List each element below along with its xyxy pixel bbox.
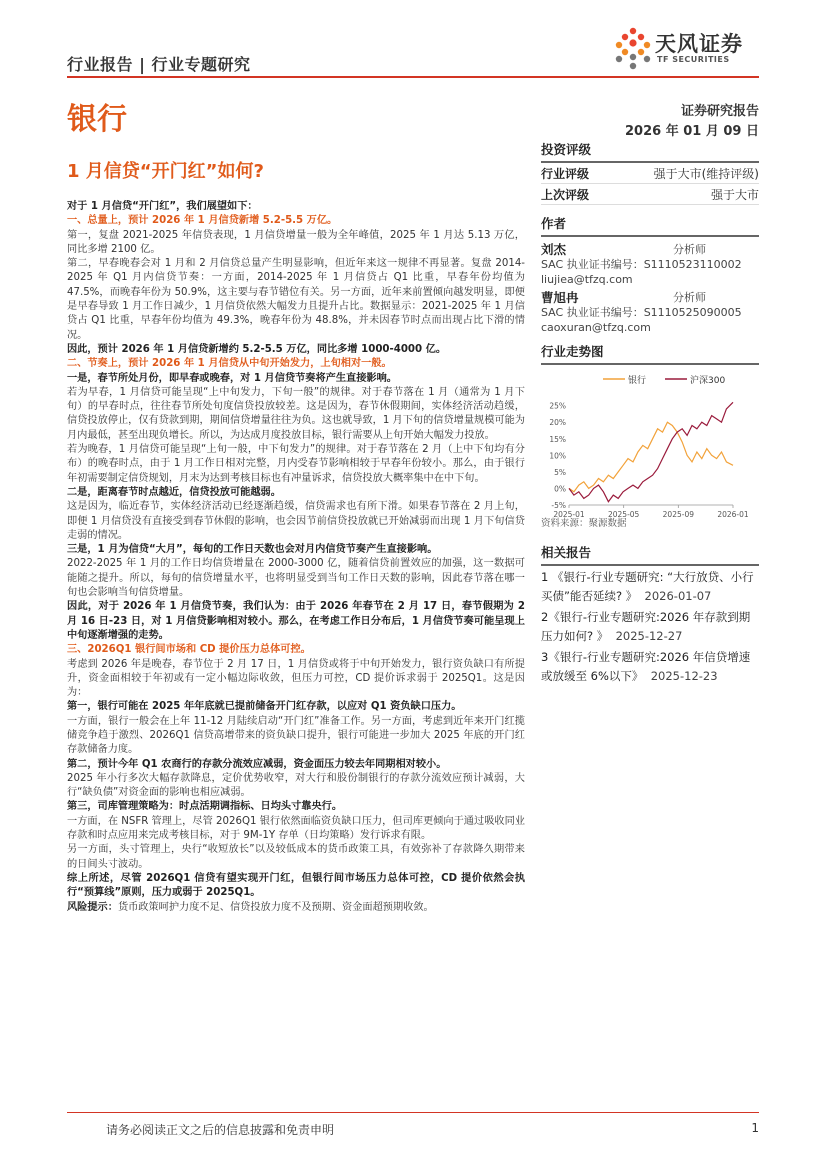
trend-chart bbox=[541, 369, 759, 529]
paragraph: 若为晚春，1 月信贷可能呈现“上旬一般，中下旬发力”的规律。对于春节落在 2 月（上中下旬均有分布）的晚春时点，由于 1 月工作日相对完整，月内受春节影响相较于早春年份较小。那么，由于银行年初需要制定信贷规划，月末为达到考核目标也有冲量诉求，信贷投放大概率集中在中下旬。 bbox=[67, 444, 525, 484]
industry-title: 银行 bbox=[67, 102, 127, 137]
chart-source: 资料来源：聚源数据 bbox=[541, 518, 627, 529]
series-line bbox=[569, 422, 733, 492]
y-tick-label: -5% bbox=[551, 501, 566, 510]
sub-heading: 第二，预计今年 Q1 农商行的存款分流效应减弱，资金面压力较去年同期相对较小。 bbox=[67, 758, 447, 770]
risk-text: 货币政策呵护力度不足、信贷投放力度不及预期、资金面超预期收敛。 bbox=[117, 901, 434, 913]
y-tick-label: 20% bbox=[549, 418, 566, 428]
report-category: 行业报告 | 行业专题研究 bbox=[67, 55, 251, 74]
trend-heading: 行业走势图 bbox=[541, 342, 759, 365]
risk-label: 风险提示： bbox=[67, 901, 118, 913]
rating-row bbox=[541, 184, 759, 205]
y-tick-label: 25% bbox=[549, 401, 566, 411]
y-tick-label: 5% bbox=[554, 467, 566, 477]
author-role: 分析师 bbox=[673, 291, 706, 304]
author-role: 分析师 bbox=[673, 243, 706, 256]
author-sac: SAC 执业证书编号：S1110523110002 bbox=[541, 258, 742, 271]
page-number: 1 bbox=[751, 1121, 759, 1135]
rating-value: 强于大市(维持评级) bbox=[653, 166, 759, 181]
paragraph: 2022-2025 年 1 月的工作日均信贷增量在 2000-3000 亿，随着信贷前置效应的加强，这一数据可能随之提升。所以，每旬的信贷增量水平，也将明显受到当旬工作日天数的影响，因此春节落在哪一旬也会影响当旬信贷增量。 bbox=[67, 558, 525, 599]
y-tick-label: 0% bbox=[554, 484, 566, 494]
related-title: 3《银行-行业专题研究:2026 年信贷增速或放缓至 6%以下》 bbox=[541, 650, 751, 683]
conclusion: 综上所述，尽管 2026Q1 信贷有望实现开门红，但银行间市场压力总体可控，CD 提价依然会执行“预算线”原则，压力或弱于 2025Q1。 bbox=[67, 872, 525, 899]
risk-note bbox=[67, 901, 525, 915]
footer-divider bbox=[67, 1112, 759, 1113]
paragraph: 一方面，在 NSFR 管理上，尽管 2026Q1 银行依然面临资负缺口压力，但司库更倾向于通过吸收同业存款和时点应用来完成考核目标，对于 9M-1Y 存单（日均策略）发行诉求有限。 bbox=[67, 815, 525, 842]
authors-panel bbox=[541, 214, 759, 335]
sub-heading: 第一，银行可能在 2025 年年底就已提前储备开门红存款，以应对 Q1 资负缺口压力。 bbox=[67, 701, 462, 713]
related-heading: 相关报告 bbox=[541, 543, 759, 566]
x-tick-label: 2025-09 bbox=[662, 510, 695, 519]
paragraph: 考虑到 2026 年是晚春，春节位于 2 月 17 日，1 月信贷或将于中旬开始发力，银行资负缺口有所提升，资金面相较于年初或有一定小幅边际收敛，但压力可控，CD 提价诉求弱于 2025Q1。这是因为： bbox=[67, 658, 525, 699]
rating-row bbox=[541, 163, 759, 184]
doc-type: 证券研究报告 bbox=[680, 104, 759, 119]
sub-heading: 第三，司库管理策略为：时点活期调指标、日均头寸靠央行。 bbox=[67, 801, 343, 813]
related-report-link[interactable] bbox=[541, 648, 759, 686]
paragraph: 一方面，银行一般会在上年 11-12 月陆续启动“开门红”准备工作。另一方面，考虑到近年来开门红揽储竞争趋于激烈、2026Q1 信贷高增带来的资负缺口提升，银行可能进一步加大 2025 年底的开门红存款储备力度。 bbox=[67, 715, 525, 756]
trend-panel bbox=[541, 342, 759, 529]
paragraph: 2025 年小行多次大幅存款降息，定价优势收窄，对大行和股份制银行的存款分流效应预计减弱，大行“缺负债”对资金面的影响也相应减弱。 bbox=[67, 772, 525, 799]
related-date: 2026-01-07 bbox=[644, 589, 712, 603]
author-block bbox=[541, 242, 759, 287]
related-date: 2025-12-23 bbox=[650, 669, 718, 683]
related-title: 2《银行-行业专题研究:2026 年存款到期压力如何? 》 bbox=[541, 610, 751, 643]
summary-line: 因此，对于 2026 年 1 月信贷节奏，我们认为：由于 2026 年春节在 2 月 17 日，春节假期为 2 月 16 日-23 日，对 1 月信贷影响相对较小。那么，在考虑工作日分布后，1 月信贷节奏可能呈现上中旬逐渐增强的走势。 bbox=[67, 601, 525, 641]
author-email[interactable]: liujiea@tfzq.com bbox=[541, 273, 633, 286]
related-report-link[interactable] bbox=[541, 608, 759, 646]
logo-dots-icon bbox=[611, 26, 653, 70]
paragraph: 若为早春，1 月信贷可能呈现“上中旬发力，下旬一般”的规律。对于春节落在 1 月（通常为 1 月下旬）的早春时点，往往春节所处旬度信贷投放较差。这是因为，春节休假期间，实体经济活动趋缓，信贷投放停止，仅有贷款到期，期间信贷增量往往为负。这也就导致，1 月下旬的信贷增量规模可能为月内最低，甚至出现负增长。所以，为达成月度投放目标，银行需要从上旬开始大幅发力投放。 bbox=[67, 386, 525, 441]
related-panel bbox=[541, 543, 759, 686]
author-name: 曹旭冉 bbox=[541, 290, 579, 305]
x-tick-label: 2025-01 bbox=[553, 510, 585, 519]
disclaimer-link[interactable]: 请务必阅读正文之后的信息披露和免责申明 bbox=[106, 1123, 335, 1137]
x-tick-label: 2025-05 bbox=[607, 510, 640, 519]
summary-line: 因此，预计 2026 年 1 月信贷新增约 5.2-5.5 万亿，同比多增 1000-4000 亿。 bbox=[67, 343, 447, 355]
rating-key: 行业评级 bbox=[541, 166, 590, 181]
section-heading: 一、总量上，预计 2026 年 1 月信贷新增 5.2-5.5 万亿。 bbox=[67, 215, 338, 227]
rating-key: 上次评级 bbox=[541, 187, 590, 202]
authors-heading: 作者 bbox=[541, 214, 759, 237]
section-heading: 二、节奏上，预计 2026 年 1 月信贷从中旬开始发力，上旬相对一般。 bbox=[67, 358, 392, 370]
paragraph: 另一方面，头寸管理上，央行“收短放长”以及较低成本的货币政策工具，有效弥补了存款降久期带来的日间头寸波动。 bbox=[67, 844, 525, 870]
series-line bbox=[569, 402, 733, 501]
sub-heading: 一是，春节所处月份，即早春或晚春，对 1 月信贷节奏将产生直接影响。 bbox=[67, 372, 397, 384]
related-report-link[interactable] bbox=[541, 568, 759, 606]
company-logo bbox=[611, 26, 761, 70]
sub-heading: 三是，1 月为信贷“大月”，每旬的工作日天数也会对月内信贷节奏产生直接影响。 bbox=[67, 544, 438, 556]
report-date: 2026 年 01 月 09 日 bbox=[625, 124, 759, 139]
author-sac: SAC 执业证书编号：S1110525090005 bbox=[541, 306, 742, 319]
legend-label: 银行 bbox=[628, 376, 647, 386]
x-tick-label: 2026-01 bbox=[717, 510, 749, 519]
legend-label: 沪深300 bbox=[690, 376, 726, 386]
intro-line: 对于 1 月信贷“开门红”，我们展望如下： bbox=[67, 201, 258, 212]
report-body bbox=[67, 200, 525, 915]
rating-heading: 投资评级 bbox=[541, 140, 759, 163]
paragraph: 第一，复盘 2021-2025 年信贷表现，1 月信贷增量一般为全年峰值，2025 年 1 月达 5.13 万亿，同比多增 2100 亿。 bbox=[67, 229, 525, 255]
y-tick-label: 15% bbox=[549, 434, 566, 444]
sub-heading: 二是，距离春节时点越近，信贷投放可能越弱。 bbox=[67, 486, 281, 498]
header-divider bbox=[67, 76, 759, 78]
rating-panel bbox=[541, 140, 759, 205]
related-date: 2025-12-27 bbox=[615, 629, 683, 643]
logo-english: TF SECURITIES bbox=[657, 55, 730, 64]
related-title: 1 《银行-行业专题研究: “大行放贷、小行买债”能否延续? 》 bbox=[541, 570, 754, 603]
report-title: 1 月信贷“开门红”如何? bbox=[67, 161, 264, 182]
paragraph: 这是因为，临近春节，实体经济活动已经逐渐趋缓，信贷需求也有所下滑。如果春节落在 2 月上旬，即便 1 月信贷没有直接受到春节休假的影响，也会因节前信贷投放就已开始减弱而出现 1 月下旬信贷走弱的情况。 bbox=[67, 501, 525, 541]
y-tick-label: 10% bbox=[549, 451, 566, 461]
logo-name: 天风证券 bbox=[655, 32, 743, 56]
author-block bbox=[541, 290, 759, 335]
rating-value: 强于大市 bbox=[710, 187, 759, 202]
section-heading: 三、2026Q1 银行间市场和 CD 提价压力总体可控。 bbox=[67, 644, 311, 656]
paragraph: 第二，早春晚春会对 1 月和 2 月信贷总量产生明显影响，但近年来这一规律不再显著。复盘 2014-2025 年 Q1 月内信贷节奏：一方面，2014-2025 年 1 月信贷占 Q1 比重，早春年份均值为 47.5%，而晚春年份为 50.9%，这主要与春节错位有关。另一方面，近年来前置倾向越发明显，即便是早春导致 1 月工作日减少，1 月信贷依然大幅发力且提升占比。数据显示：2021-2025 年 1 月信贷占 Q1 比重，早春年份均值为 49.3%，晚春年份为 48.8%，并未因春节时点而出现占比下滑的情况。 bbox=[67, 258, 525, 341]
author-name: 刘杰 bbox=[541, 242, 567, 257]
author-email[interactable]: caoxuran@tfzq.com bbox=[541, 321, 651, 334]
